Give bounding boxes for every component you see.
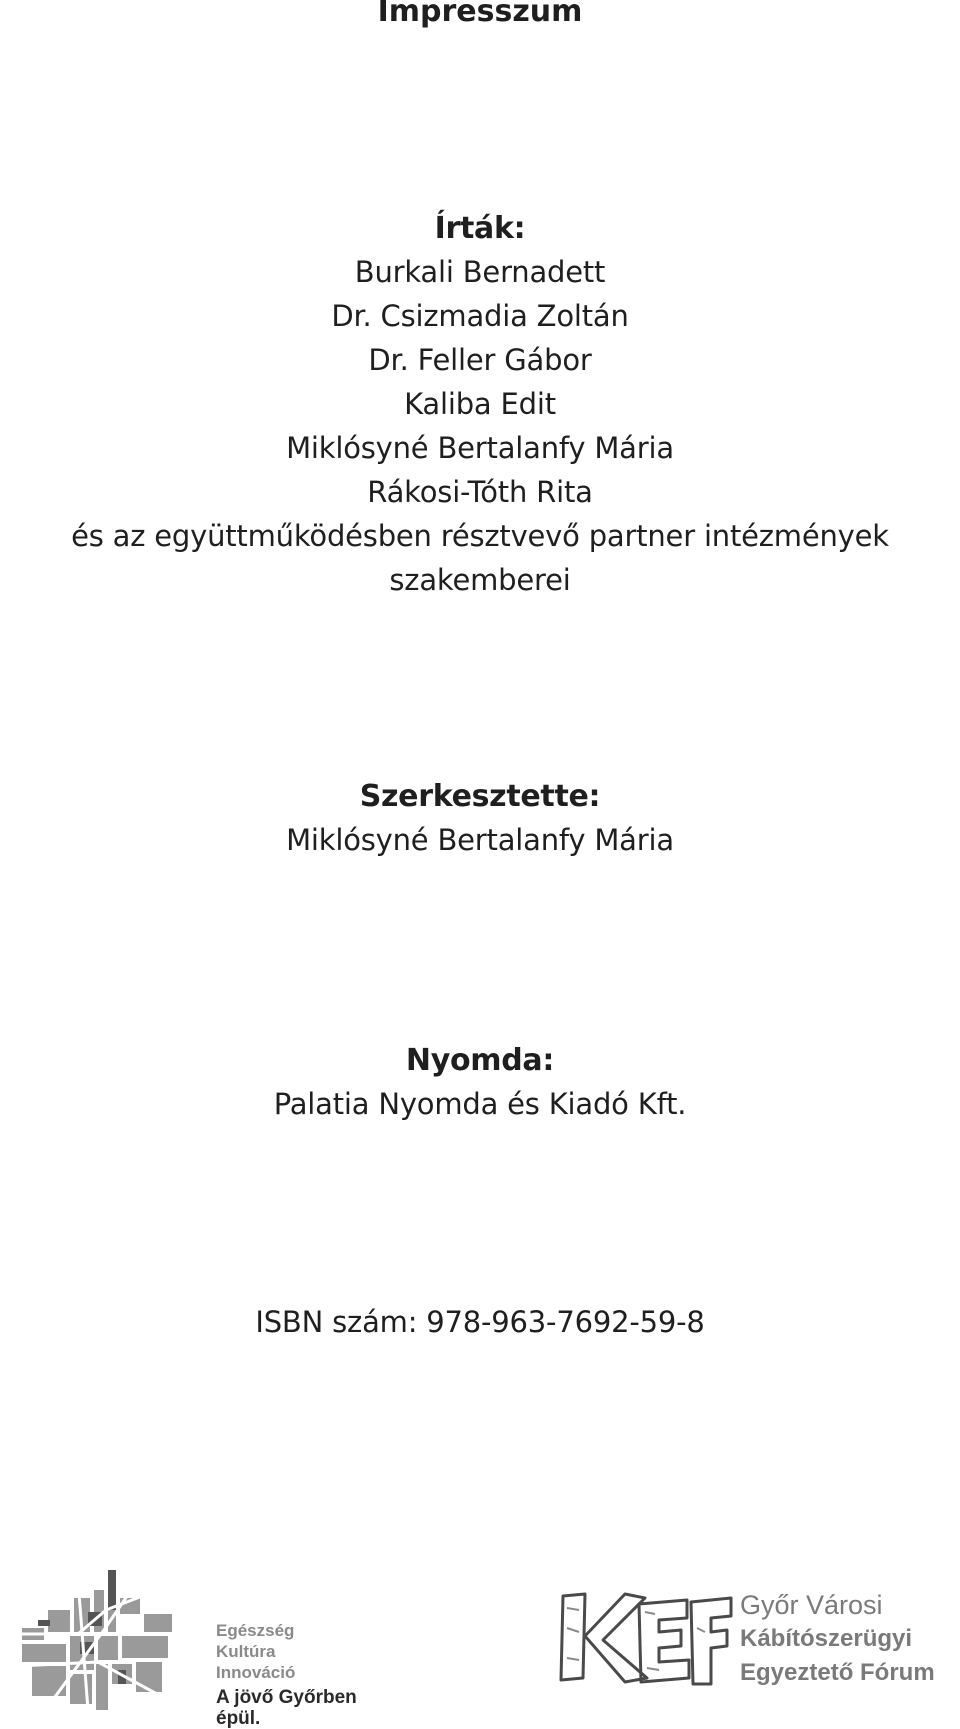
author-line: Miklósyné Bertalanfy Mária xyxy=(286,431,674,465)
editor-section xyxy=(0,776,960,862)
logo-left-tagline: A jövő Győrben épül. xyxy=(216,1687,357,1729)
logo-right-line: Egyeztető Fórum xyxy=(740,1659,935,1686)
author-line: Dr. Feller Gábor xyxy=(368,343,592,377)
printer-heading: Nyomda: xyxy=(405,1043,555,1078)
footer-logos xyxy=(0,1560,960,1729)
logo-right-line: Győr Városi xyxy=(740,1590,883,1620)
logo-left-text xyxy=(216,1620,398,1729)
author-line: Kaliba Edit xyxy=(404,387,556,421)
logo-left-line: Kultúra xyxy=(216,1642,276,1661)
logo-left-line: Innováció xyxy=(216,1663,296,1682)
logo-right-text xyxy=(740,1588,935,1690)
kef-logo xyxy=(555,1588,955,1708)
author-line: és az együttműködésben résztvevő partner intézmények xyxy=(71,519,889,553)
editor-heading: Szerkesztette: xyxy=(359,779,601,814)
author-line: Rákosi-Tóth Rita xyxy=(367,475,593,509)
page-title: Impresszum xyxy=(377,0,583,29)
egeszseg-kultura-innovacio-logo xyxy=(18,1570,398,1729)
printer-name: Palatia Nyomda és Kiadó Kft. xyxy=(273,1087,687,1121)
kef-mark-icon xyxy=(555,1588,735,1688)
author-line: Burkali Bernadett xyxy=(354,255,606,289)
editor-name: Miklósyné Bertalanfy Mária xyxy=(286,823,674,857)
logo-left-line: Egészség xyxy=(216,1621,295,1640)
author-line: szakemberei xyxy=(389,563,571,597)
isbn-number: ISBN szám: 978-963-7692-59-8 xyxy=(255,1305,705,1339)
printer-section xyxy=(0,1040,960,1126)
author-line: Dr. Csizmadia Zoltán xyxy=(331,299,629,333)
isbn-section xyxy=(0,1300,960,1344)
city-grid-logo-icon xyxy=(18,1570,198,1720)
authors-section xyxy=(0,208,960,602)
authors-heading: Írták: xyxy=(434,211,526,246)
logo-right-line: Kábítószerügyi xyxy=(740,1625,913,1652)
